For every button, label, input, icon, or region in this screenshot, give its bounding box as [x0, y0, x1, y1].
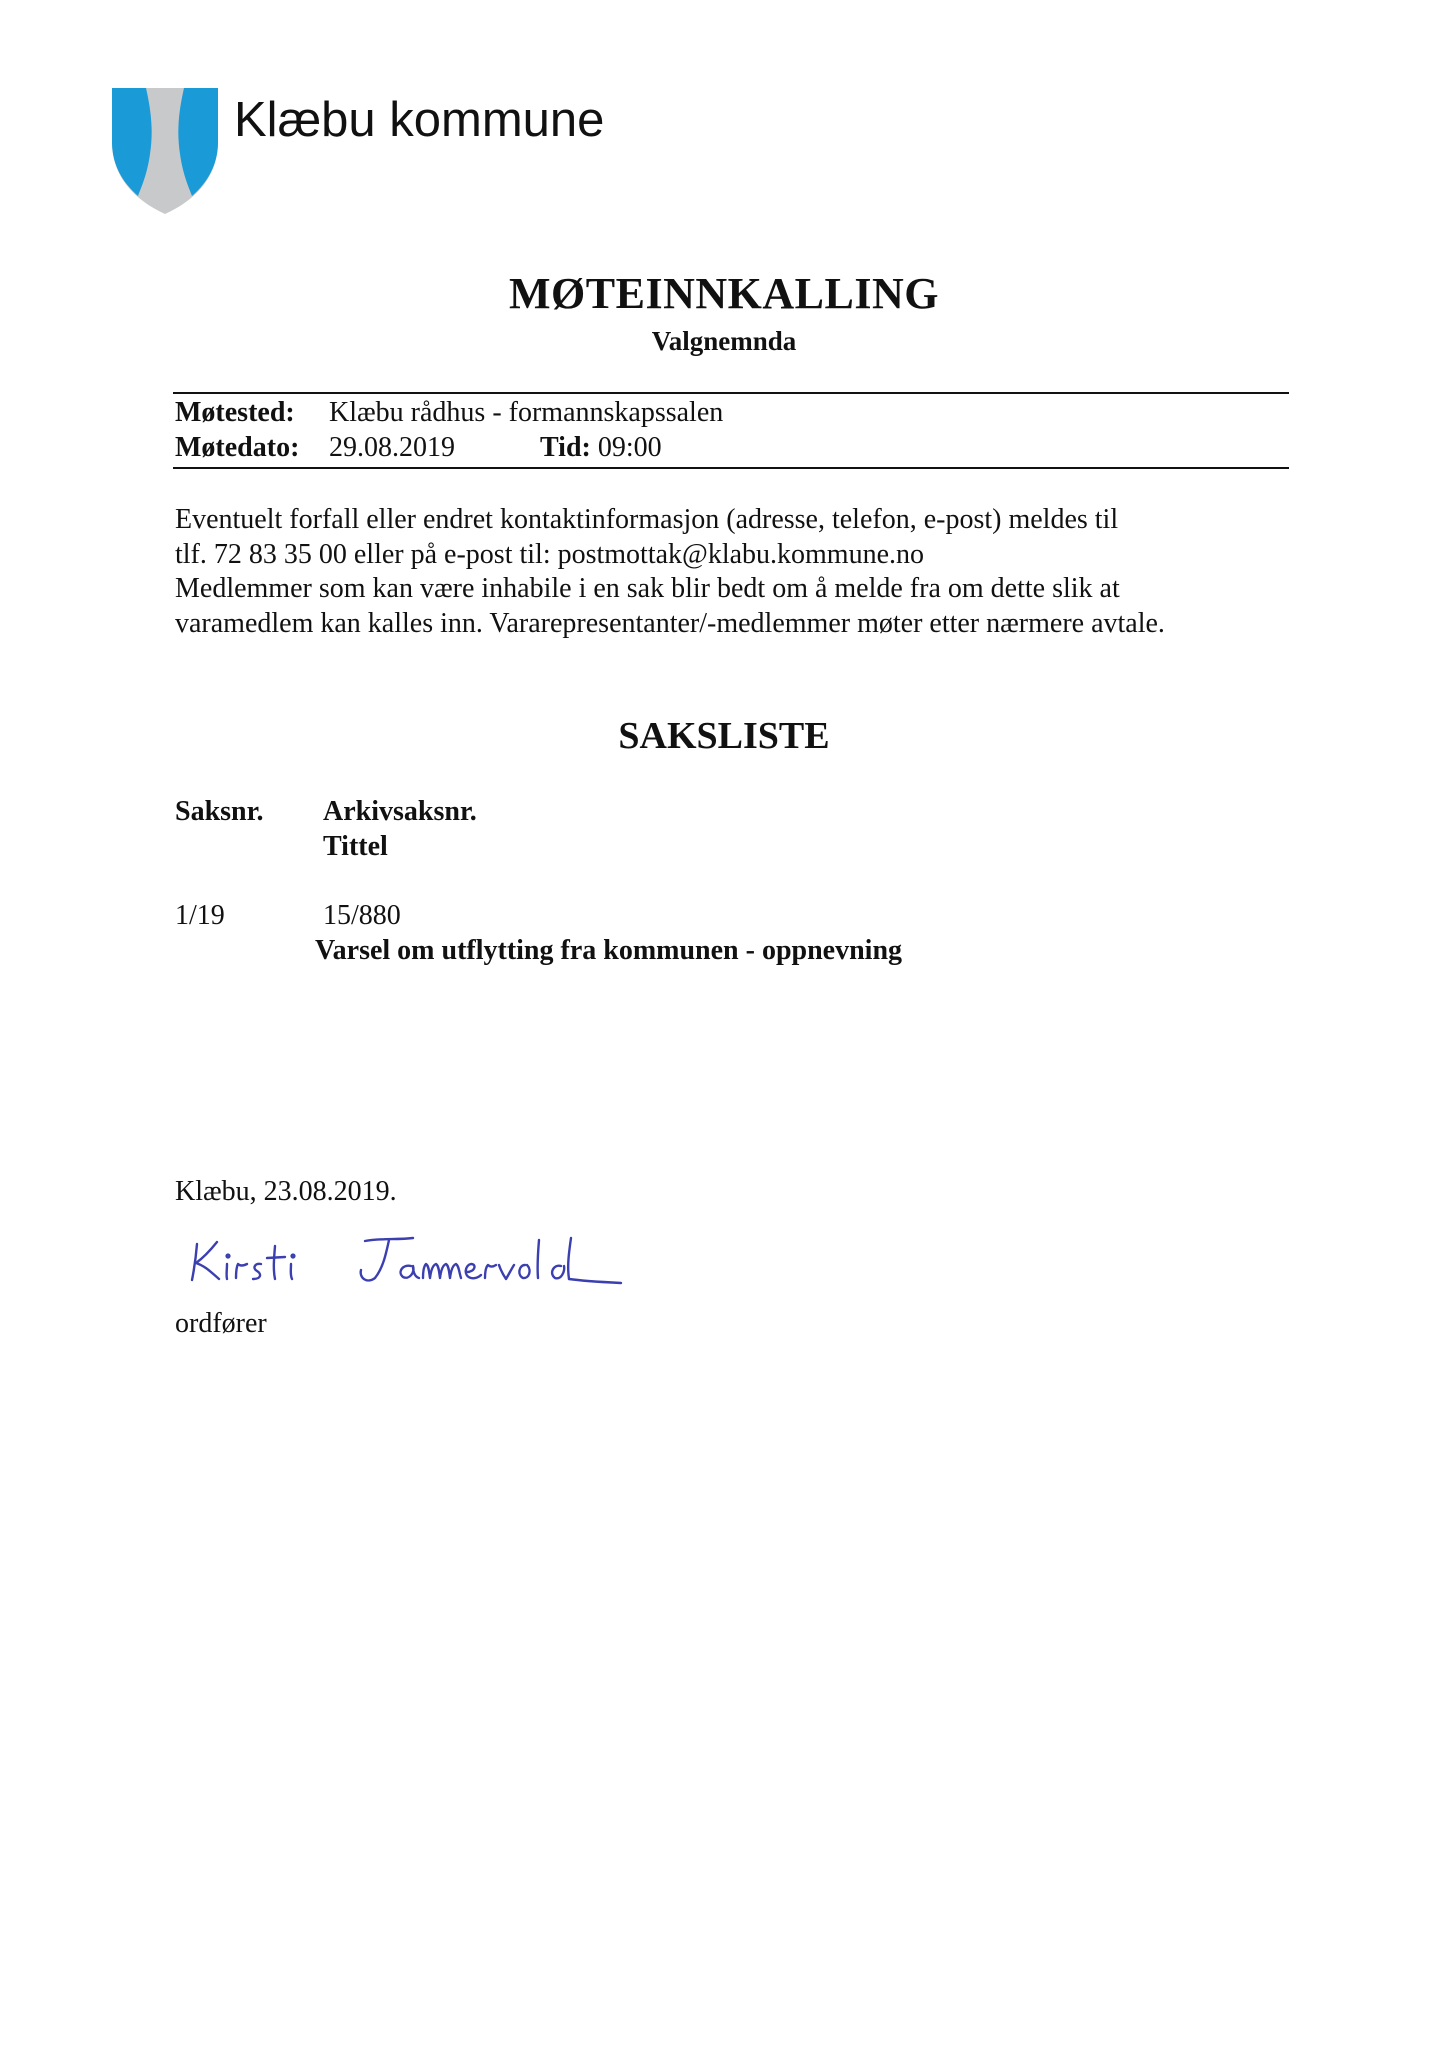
handwritten-signature — [183, 1226, 643, 1296]
divider-top — [173, 392, 1289, 394]
meeting-date-row — [175, 432, 662, 464]
meeting-time-value: 09:00 — [597, 432, 662, 463]
divider-bottom — [173, 467, 1289, 469]
archive-number: 15/880 — [323, 900, 401, 931]
column-header-case-no: Saksnr. — [175, 796, 264, 827]
meeting-place-label: Møtested: — [175, 397, 295, 428]
notice-line: Eventuelt forfall eller endret kontaktinformasjon (adresse, telefon, e-post) meldes til — [175, 504, 1119, 535]
organization-name: Klæbu kommune — [234, 93, 605, 147]
case-title: Varsel om utflytting fra kommunen - oppnevning — [315, 935, 903, 966]
coat-of-arms-icon — [110, 84, 220, 216]
meeting-date-value: 29.08.2019 — [329, 432, 455, 463]
notice-line: Medlemmer som kan være inhabile i en sak blir bedt om å melde fra om dette slik at — [175, 573, 1120, 604]
place-and-date: Klæbu, 23.08.2019. — [175, 1176, 397, 1207]
meeting-place-row — [175, 397, 723, 429]
notice-line: varamedlem kan kalles inn. Vararepresentanter/-medlemmer møter etter nærmere avtale. — [175, 607, 1165, 639]
committee-name: Valgnemnda — [651, 326, 797, 356]
case-number: 1/19 — [175, 900, 225, 931]
meeting-time-label: Tid: — [540, 432, 591, 463]
meeting-place-value: Klæbu rådhus - formannskapssalen — [329, 397, 724, 428]
signer-role: ordfører — [175, 1308, 267, 1339]
case-list-heading: SAKSLISTE — [618, 715, 830, 757]
notice-line: tlf. 72 83 35 00 eller på e-post til: postmottak@klabu.kommune.no — [175, 538, 925, 570]
column-header-title: Tittel — [323, 831, 388, 862]
document-title: MØTEINNKALLING — [509, 269, 939, 318]
notice-paragraph — [175, 503, 1315, 641]
meeting-date-label: Møtedato: — [175, 432, 300, 463]
column-header-archive-no: Arkivsaksnr. — [323, 796, 477, 827]
